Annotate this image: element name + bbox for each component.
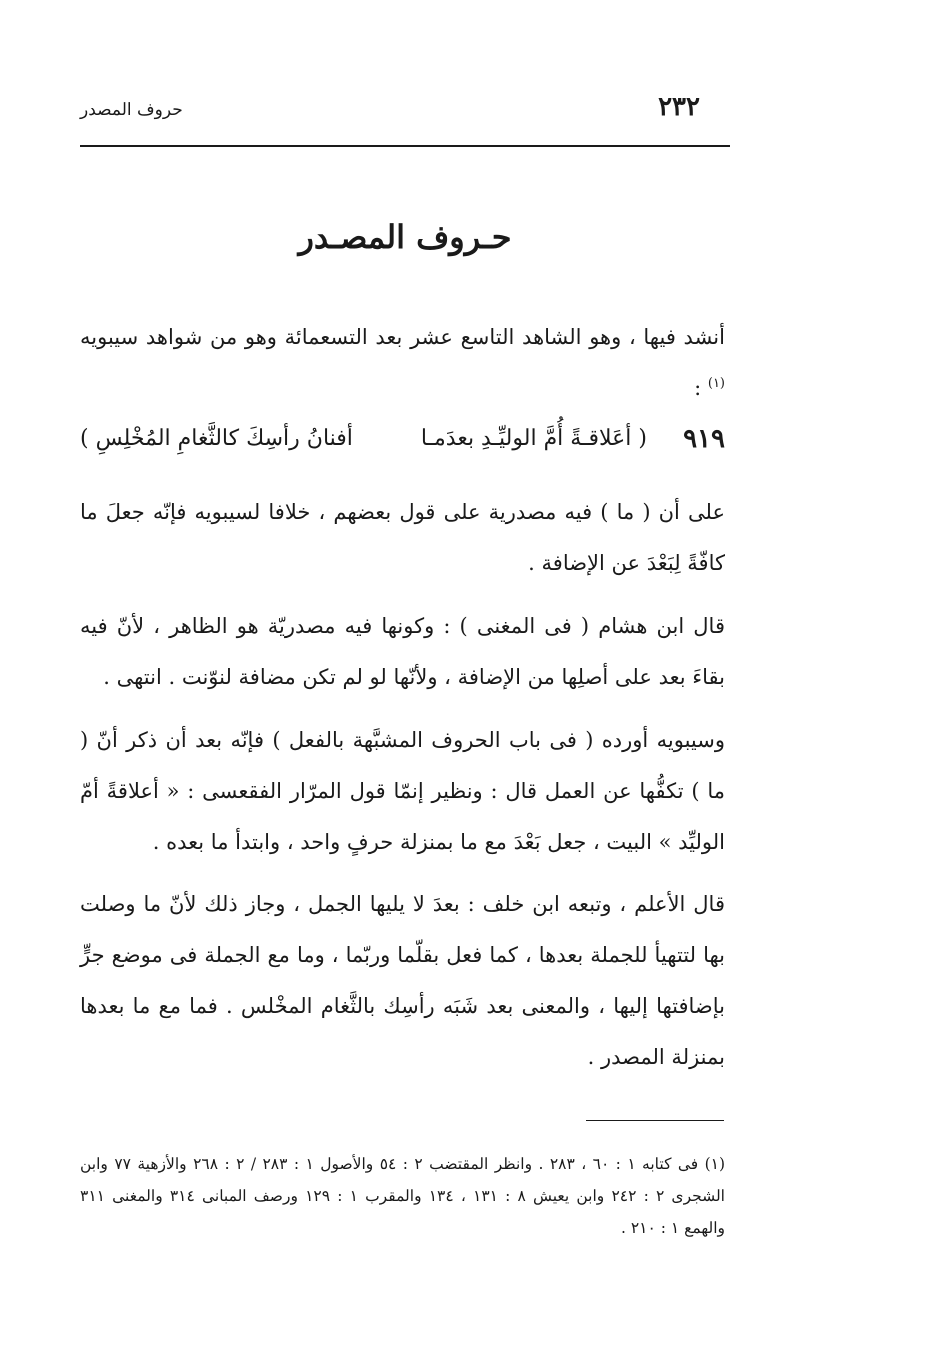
page-header (80, 92, 730, 132)
paragraph-intro (80, 312, 725, 414)
verse-number: ٩١٩ (683, 424, 725, 454)
footnote-reference: (١) (707, 376, 725, 391)
verse-line (80, 422, 725, 472)
paragraph-intro-end: : (694, 376, 702, 400)
footnote-rule (586, 1120, 724, 1121)
chapter-title: حـروف المصـدر (298, 218, 512, 256)
footnote-1: (١) فى كتابه ١ : ٦٠ ، ٢٨٣ . وانظر المقتضب ٢ : ٥٤ والأصول ١ : ٢٨٣ / ٢ : ٢٦٨ والأزهية ٧٧ وابن الشجرى ٢ : ٢٤٢ وابن يعيش ٨ : ١٣١ ، ١٣٤ والمقرب ١ : ١٢٩ ورصف المبانى ٣١٤ والمغنى ٣١١ والهمع ١ : ٢١٠ . (80, 1155, 726, 1237)
paragraph-5: قال الأعلم ، وتبعه ابن خلف : بعدَ لا يليها الجمل ، وجاز ذلك لأنّ ما وصلت بها لتتهيأ للجملة بعدها ، كما فعل بقلّما وربّما ، وما مع الجملة فى موضع جرٍّ بإضافتها إليها ، والمعنى بعد شَبَه رأسِك بالثَّغام المخْلس . فما مع ما بعدها بمنزلة المصدر . (80, 892, 725, 1069)
paragraph-3: قال ابن هشام ( فى المغنى ) : وكونها فيه مصدريّة هو الظاهر ، لأنّ فيه بقاءَ بعد على أصلِها من الإضافة ، ولأنّها لو لم تكن مضافة لنوّنت . انتهى . (80, 614, 725, 689)
paragraph-4: وسيبويه أورده ( فى باب الحروف المشبَّهة بالفعل ) فإنّه بعد أن ذكر أنّ ( ما ) تكفُّها عن العمل قال : ونظير إنمّا قول المرّار الفقعسى : « أعلاقةً أمّ الوليِّد » البيت ، جعل بَعْدَ مع ما بمنزلة حرفٍ واحد ، وابتدأ ما بعده . (80, 728, 725, 854)
page-number: ٢٣٢ (658, 92, 700, 122)
paragraph-intro-text: أنشد فيها ، وهو الشاهد التاسع عشر بعد التسعمائة وهو من شواهد سيبويه (80, 325, 725, 349)
verse-hemistich-first: ( أعَلاقـةً أُمَّ الوليِّـدِ بعدَمـا (420, 426, 647, 451)
running-title: حروف المصدر (80, 100, 183, 120)
verse-hemistich-second: أفنانُ رأسِكَ كالثَّغامِ المُخْلِسِ ) (80, 426, 353, 451)
paragraph-2: على أن ( ما ) فيه مصدرية على قول بعضهم ، خلافا لسيبويه فإنّه جعلَ ما كافّةً لِبَعْدَ عن الإضافة . (80, 500, 725, 575)
header-rule (80, 145, 730, 147)
